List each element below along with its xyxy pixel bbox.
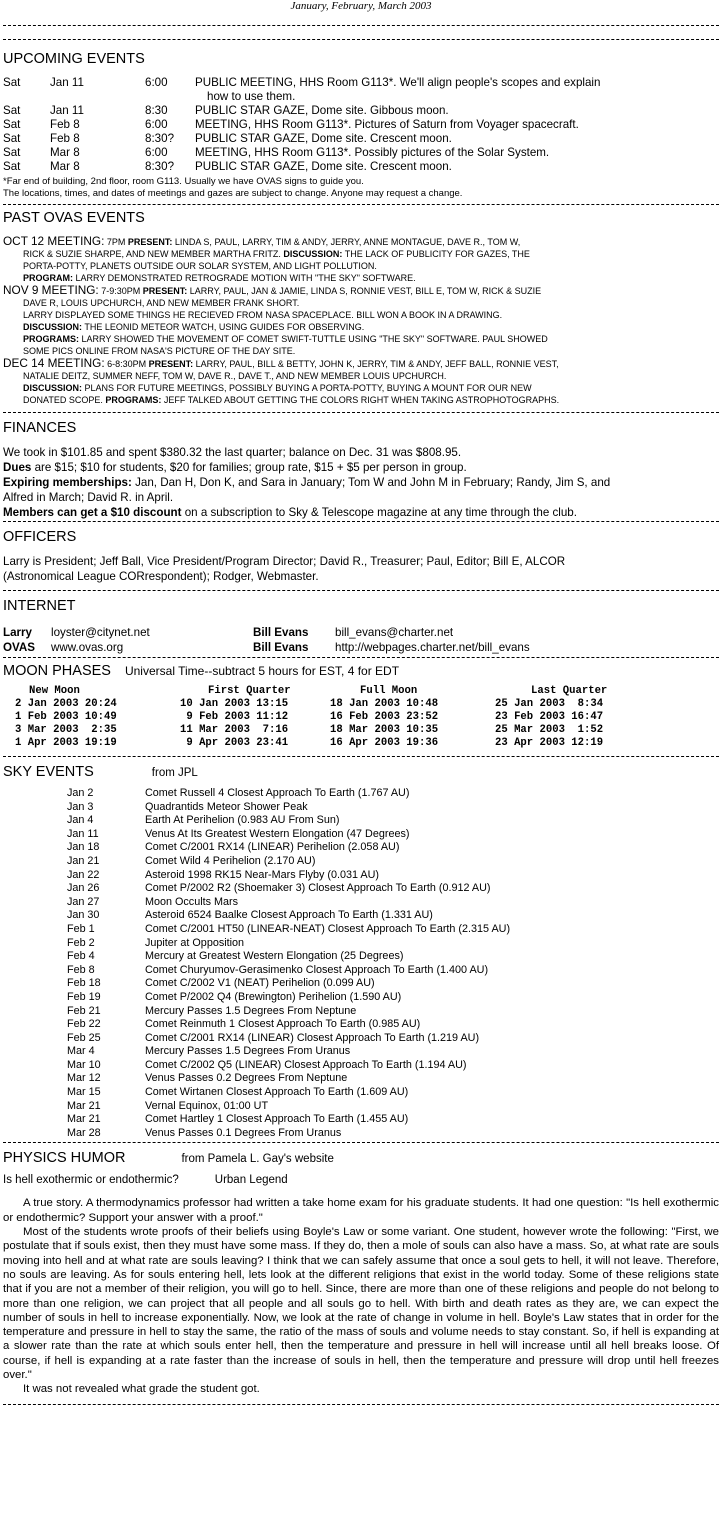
officers-line: Larry is President; Jeff Ball, Vice President/Program Director; David R., Treasurer; Paul, Editor; Bill E, ALCOR bbox=[3, 555, 566, 568]
internet-section bbox=[3, 597, 719, 655]
event-desc: MEETING, HHS Room G113*. Pictures of Saturn from Voyager spacecraft. bbox=[195, 118, 579, 131]
moon-cell: 18 Mar 2003 10:35 bbox=[330, 724, 439, 736]
program-label: PROGRAM: bbox=[23, 273, 73, 283]
finances-body bbox=[3, 445, 719, 520]
humor-paragraph: A true story. A thermodynamics professor had written a take home exam for his graduate students. It had one question: "Is hell exothermic or endothermic? Support your answer with a proof." bbox=[3, 1197, 719, 1224]
sky-event-desc: Comet Wild 4 Perihelion (2.170 AU) bbox=[145, 854, 316, 867]
sky-event-desc: Quadrantids Meteor Shower Peak bbox=[145, 800, 308, 813]
meeting-text: PLANS FOR FUTURE MEETINGS, POSSIBLY BUYING A PORTA-POTTY, BUYING A MOUNT FOR OUR NEW bbox=[82, 383, 532, 393]
sky-event-desc: Comet Reinmuth 1 Closest Approach To Earth (0.985 AU) bbox=[145, 1018, 421, 1031]
finances-line bbox=[3, 505, 719, 520]
meeting-line bbox=[3, 333, 719, 345]
sky-event-desc: Venus Passes 0.2 Degrees From Neptune bbox=[145, 1072, 348, 1085]
sky-event-desc: Comet C/2002 Q5 (LINEAR) Closest Approach To Earth (1.194 AU) bbox=[145, 1058, 467, 1071]
discount-text: on a subscription to Sky & Telescope magazine at any time through the club. bbox=[181, 506, 577, 519]
moon-cell: 16 Feb 2003 23:52 bbox=[330, 711, 439, 723]
program-label: PROGRAMS: bbox=[105, 395, 162, 405]
sky-event-indent bbox=[3, 828, 67, 842]
section-title: FINANCES bbox=[3, 420, 77, 436]
sky-events-list bbox=[3, 787, 719, 1140]
past-events-body bbox=[3, 235, 719, 406]
finances-line: Alfred in March; David R. in April. bbox=[3, 491, 174, 504]
venue-note: *Far end of building, 2nd floor, room G113. Usually we have OVAS signs to guide you. bbox=[3, 176, 364, 187]
section-title: INTERNET bbox=[3, 598, 76, 614]
officers-line: (Astronomical League CORrespondent); Rodger, Webmaster. bbox=[3, 570, 319, 583]
expiring-label: Expiring memberships: bbox=[3, 476, 132, 489]
sky-event-indent bbox=[3, 1059, 67, 1073]
sky-event-date: Mar 10 bbox=[67, 1058, 101, 1071]
section-title: PHYSICS HUMOR bbox=[3, 1150, 126, 1167]
sky-event-date: Jan 30 bbox=[67, 909, 100, 922]
sky-event-desc: Comet C/2001 HT50 (LINEAR-NEAT) Closest Approach To Earth (2.315 AU) bbox=[145, 922, 511, 935]
sky-event-desc: Moon Occults Mars bbox=[145, 895, 238, 908]
officers-section bbox=[3, 528, 719, 584]
oct-meeting bbox=[3, 235, 719, 284]
present-label: PRESENT: bbox=[142, 286, 188, 296]
contact-name: Larry bbox=[3, 626, 33, 639]
sky-event-date: Jan 26 bbox=[67, 882, 100, 895]
program-label: PROGRAMS: bbox=[23, 334, 79, 344]
sky-event-date: Jan 27 bbox=[67, 895, 100, 908]
divider bbox=[3, 204, 719, 205]
sky-event-indent bbox=[3, 1113, 67, 1127]
meeting-text: DONATED SCOPE. bbox=[23, 395, 106, 405]
discussion-label: DISCUSSION: bbox=[23, 383, 83, 393]
discussion-label: DISCUSSION: bbox=[23, 322, 83, 332]
meeting-line: NATALIE DEITZ, SUMMER NEFF, TOM W, DAVE R., DAVE T., AND NEW MEMBER LOUIS UPCHURCH. bbox=[23, 371, 447, 381]
internet-table bbox=[3, 625, 719, 655]
moon-cell: 10 Jan 2003 13:15 bbox=[180, 698, 289, 710]
moon-cell: 1 Apr 2003 19:19 bbox=[15, 737, 117, 749]
sky-event-date: Feb 4 bbox=[67, 950, 95, 963]
moon-cell: 3 Mar 2003 2:35 bbox=[15, 724, 117, 736]
moon-cell: 25 Jan 2003 8:34 bbox=[495, 698, 604, 710]
website-link[interactable]: http://webpages.charter.net/bill_evans bbox=[335, 641, 530, 654]
sky-event-date: Feb 1 bbox=[67, 922, 95, 935]
sky-event-indent bbox=[3, 841, 67, 855]
event-row bbox=[3, 146, 719, 160]
humor-tag: Urban Legend bbox=[214, 1174, 288, 1187]
nov-meeting bbox=[3, 284, 719, 357]
sky-event-indent bbox=[3, 923, 67, 937]
event-desc-cont: how to use them. bbox=[207, 90, 296, 103]
sky-event-indent bbox=[3, 1018, 67, 1032]
meeting-text: LARRY, PAUL, JAN & JAMIE, LINDA S, RONNIE VEST, BILL E, TOM W, RICK & SUZIE bbox=[187, 286, 542, 296]
meeting-time: 7-9:30PM bbox=[98, 286, 143, 296]
present-label: PRESENT: bbox=[127, 237, 173, 247]
meeting-line bbox=[3, 248, 719, 260]
section-title: SKY EVENTS bbox=[3, 764, 94, 780]
divider bbox=[3, 590, 719, 591]
meeting-line: SOME PICS ONLINE FROM NASA'S PICTURE OF THE DAY SITE. bbox=[23, 346, 296, 356]
meeting-text: RICK & SUZIE SHARPE, AND NEW MEMBER MARTHA FRITZ. bbox=[23, 249, 284, 259]
humor-paragraph: It was not revealed what grade the student got. bbox=[23, 1383, 260, 1396]
event-day: Sat bbox=[3, 76, 21, 89]
humor-question: Is hell exothermic or endothermic? bbox=[3, 1174, 179, 1187]
sky-event-indent bbox=[3, 1072, 67, 1086]
sky-event-date: Feb 19 bbox=[67, 990, 101, 1003]
divider bbox=[3, 1142, 719, 1143]
sky-event-desc: Venus At Its Greatest Western Elongation (47 Degrees) bbox=[145, 827, 410, 840]
moon-cell: 18 Jan 2003 10:48 bbox=[330, 698, 439, 710]
sky-event-desc: Comet Hartley 1 Closest Approach To Earth (1.455 AU) bbox=[145, 1113, 409, 1126]
sky-event-date: Jan 3 bbox=[67, 800, 94, 813]
meeting-date: OCT 12 MEETING: bbox=[3, 234, 105, 248]
sky-event-date: Feb 21 bbox=[67, 1004, 101, 1017]
meeting-date: NOV 9 MEETING: bbox=[3, 283, 99, 297]
expiring-text: Jan, Dan H, Don K, and Sara in January; Tom W and John M in February; Randy, Jim S, and bbox=[131, 476, 611, 489]
sky-event-date: Feb 18 bbox=[67, 977, 101, 990]
event-desc bbox=[195, 76, 719, 104]
section-subtitle: from JPL bbox=[151, 767, 198, 779]
discount-label: Members can get a $10 discount bbox=[3, 506, 182, 519]
section-subtitle: Universal Time--subtract 5 hours for EST, 4 for EDT bbox=[124, 664, 400, 678]
meeting-time: 7PM bbox=[104, 237, 128, 247]
event-time: 6:00 bbox=[145, 146, 168, 159]
event-row bbox=[3, 118, 719, 132]
moon-cell: 1 Feb 2003 10:49 bbox=[15, 711, 117, 723]
moon-cell: 23 Apr 2003 12:19 bbox=[495, 737, 604, 749]
change-note: The locations, times, and dates of meetings and gazes are subject to change. Anyone may request a change. bbox=[3, 188, 463, 199]
moon-phases-table bbox=[3, 685, 719, 750]
moon-cell: 9 Apr 2003 23:41 bbox=[180, 737, 289, 749]
event-desc: PUBLIC STAR GAZE, Dome site. Crescent moon. bbox=[195, 132, 452, 145]
meeting-line: PORTA-POTTY, PLANETS OUTSIDE OUR SOLAR SYSTEM, AND LIGHT POLLUTION. bbox=[23, 261, 377, 271]
meeting-line bbox=[3, 382, 719, 394]
divider bbox=[3, 25, 719, 26]
contact-email[interactable]: bill_evans@charter.net bbox=[335, 626, 454, 639]
contact-name: Bill Evans bbox=[253, 626, 309, 639]
sky-event-indent bbox=[3, 1100, 67, 1114]
sky-event-indent bbox=[3, 787, 67, 801]
moon-cell: 23 Feb 2003 16:47 bbox=[495, 711, 604, 723]
finances-line bbox=[3, 475, 719, 490]
meeting-text: THE LEONID METEOR WATCH, USING GUIDES FOR OBSERVING. bbox=[82, 322, 365, 332]
sky-event-desc: Comet Russell 4 Closest Approach To Earth (1.767 AU) bbox=[145, 787, 410, 799]
event-desc: MEETING, HHS Room G113*. Possibly pictures of the Solar System. bbox=[195, 146, 550, 159]
sky-event-date: Mar 21 bbox=[67, 1099, 101, 1112]
sky-event-desc: Comet C/2002 V1 (NEAT) Perihelion (0.099 AU) bbox=[145, 977, 375, 990]
sky-event-date: Feb 22 bbox=[67, 1018, 101, 1031]
sky-event-date: Jan 22 bbox=[67, 868, 100, 881]
sky-event-date: Mar 28 bbox=[67, 1126, 101, 1139]
sky-event-indent bbox=[3, 1045, 67, 1059]
divider bbox=[3, 657, 719, 658]
sky-event-indent bbox=[3, 1086, 67, 1100]
sky-event-desc: Comet P/2002 R2 (Shoemaker 3) Closest Approach To Earth (0.912 AU) bbox=[145, 882, 491, 895]
sky-event-date: Jan 21 bbox=[67, 854, 100, 867]
sky-event-desc: Comet P/2002 Q4 (Brewington) Perihelion (1.590 AU) bbox=[145, 990, 402, 1003]
event-date: Jan 11 bbox=[50, 104, 84, 117]
meeting-text: LARRY DEMONSTRATED RETROGRADE MOTION WITH "THE SKY" SOFTWARE. bbox=[73, 273, 416, 283]
section-subtitle: from Pamela L. Gay's website bbox=[181, 1153, 334, 1166]
event-desc: PUBLIC STAR GAZE, Dome site. Crescent moon. bbox=[195, 160, 452, 173]
sky-event-date: Mar 4 bbox=[67, 1045, 95, 1058]
sky-events-section bbox=[3, 763, 719, 1140]
meeting-line bbox=[3, 394, 719, 406]
sky-event-date: Jan 11 bbox=[67, 827, 99, 840]
event-row bbox=[3, 160, 719, 174]
physics-humor-section bbox=[3, 1149, 719, 1396]
moon-cell: 25 Mar 2003 1:52 bbox=[495, 724, 604, 736]
moon-cell: 11 Mar 2003 7:16 bbox=[180, 724, 289, 736]
humor-body bbox=[3, 1196, 719, 1396]
meeting-text: THE LACK OF PUBLICITY FOR GAZES, THE bbox=[342, 249, 530, 259]
meeting-date: DEC 14 MEETING: bbox=[3, 356, 105, 370]
meeting-line bbox=[3, 272, 719, 284]
meeting-line: LARRY DISPLAYED SOME THINGS HE RECIEVED FROM NASA SPACEPLACE. BILL WON A BOOK IN A DRAWING. bbox=[23, 310, 503, 320]
sky-event-indent bbox=[3, 869, 67, 883]
sky-event-indent bbox=[3, 991, 67, 1005]
divider bbox=[3, 1404, 719, 1405]
meeting-time: 6-8:30PM bbox=[104, 359, 149, 369]
sky-event-indent bbox=[3, 937, 67, 951]
section-title: PAST OVAS EVENTS bbox=[3, 210, 145, 226]
event-date: Feb 8 bbox=[50, 132, 80, 145]
column-header: First Quarter bbox=[208, 685, 291, 697]
moon-cell: 2 Jan 2003 20:24 bbox=[15, 698, 117, 710]
column-header: New Moon bbox=[29, 685, 80, 697]
event-day: Sat bbox=[3, 146, 21, 159]
event-day: Sat bbox=[3, 118, 21, 131]
divider bbox=[3, 756, 719, 757]
contact-name: OVAS bbox=[3, 641, 35, 654]
moon-phases-section bbox=[3, 662, 719, 750]
event-desc-text: PUBLIC MEETING, HHS Room G113*. We'll align people's scopes and explain bbox=[195, 76, 601, 89]
contact-name: Bill Evans bbox=[253, 641, 309, 654]
sky-event-indent bbox=[3, 855, 67, 869]
divider bbox=[3, 412, 719, 413]
event-time: 6:00 bbox=[145, 76, 168, 89]
sky-event-date: Feb 25 bbox=[67, 1031, 101, 1044]
sky-event-desc: Comet Wirtanen Closest Approach To Earth (1.609 AU) bbox=[145, 1086, 409, 1099]
finances-line: We took in $101.85 and spent $380.32 the last quarter; balance on Dec. 31 was $808.95. bbox=[3, 446, 462, 459]
event-time: 8:30 bbox=[145, 104, 168, 117]
section-title: MOON PHASES bbox=[3, 663, 111, 679]
event-time: 8:30? bbox=[145, 160, 175, 173]
humor-question-line bbox=[3, 1173, 719, 1187]
sky-event-indent bbox=[3, 964, 67, 978]
dues-label: Dues bbox=[3, 461, 32, 474]
sky-event-desc: Asteroid 6524 Baalke Closest Approach To Earth (1.331 AU) bbox=[145, 909, 433, 922]
contact-email[interactable]: loyster@citynet.net bbox=[51, 626, 150, 639]
upcoming-events-section bbox=[3, 50, 719, 200]
sky-event-date: Feb 2 bbox=[67, 936, 95, 949]
present-label: PRESENT: bbox=[148, 359, 194, 369]
sky-event-desc: Jupiter at Opposition bbox=[145, 936, 245, 949]
sky-event-indent bbox=[3, 950, 67, 964]
meeting-line: DAVE R, LOUIS UPCHURCH, AND NEW MEMBER FRANK SHORT. bbox=[23, 298, 300, 308]
sky-event-indent bbox=[3, 1005, 67, 1019]
dues-text: are $15; $10 for students, $20 for families; group rate, $15 + $5 per person in group. bbox=[31, 461, 467, 474]
sky-event-desc: Earth At Perihelion (0.983 AU From Sun) bbox=[145, 814, 340, 827]
dec-meeting bbox=[3, 357, 719, 406]
sky-event-date: Mar 21 bbox=[67, 1113, 101, 1126]
newsletter-page bbox=[3, 0, 719, 1405]
finances-section bbox=[3, 419, 719, 520]
event-desc: PUBLIC STAR GAZE, Dome site. Gibbous moon. bbox=[195, 104, 449, 117]
event-time: 6:00 bbox=[145, 118, 168, 131]
sky-event-desc: Vernal Equinox, 01:00 UT bbox=[145, 1099, 269, 1112]
humor-paragraph: Most of the students wrote proofs of their beliefs using Boyle's Law or some variant. One student, however wrote the following: "First, we postulate that if souls exist, then they must have some mass. If they do, then a mole of souls can also have a mass. So, at what rate are souls moving into hell and at what rate are souls leaving? I think that we can safely assume that once a soul gets to hell, it will not leave. Therefore, no souls are leaving. As for souls entering hell, lets look at the different religions that exist in the world today. Some of these religions state that if you are not a member of their religion, you will go to hell. Since, there are more than one of these religions and people do not belong to more than one religion, we can project that all people and all souls go to hell. With birth and death rates as they are, we can expect the number of souls in hell to increase exponentially. Now, we look at the rate of change in volume in hell. Boyle's Law states that in order for the temperature and pressure in hell to stay the same, the ratio of the mass of souls and volume needs to stay constant. So, if hell is expanding at a slower rate than the rate at which souls enter hell, then the temperature and pressure in hell will increase until all hell breaks loose. Of course, if hell is expanding at a rate faster than the increase of souls in hell, then the temperature and pressure will drop until hell freezes over." bbox=[3, 1226, 719, 1381]
meeting-text: LARRY SHOWED THE MOVEMENT OF COMET SWIFT-TUTTLE USING "THE SKY" SOFTWARE. PAUL SHOWED bbox=[79, 334, 548, 344]
website-link[interactable]: www.ovas.org bbox=[51, 641, 124, 654]
finances-line bbox=[3, 460, 719, 475]
sky-event-desc: Mercury at Greatest Western Elongation (25 Degrees) bbox=[145, 950, 404, 963]
section-title: OFFICERS bbox=[3, 529, 77, 545]
event-day: Sat bbox=[3, 160, 21, 173]
event-row bbox=[3, 132, 719, 146]
divider bbox=[3, 521, 719, 522]
column-header: Last Quarter bbox=[531, 685, 608, 697]
moon-cell: 9 Feb 2003 11:12 bbox=[180, 711, 289, 723]
meeting-line bbox=[3, 321, 719, 333]
sky-event-indent bbox=[3, 801, 67, 815]
officers-body bbox=[3, 554, 719, 584]
event-row bbox=[3, 76, 719, 104]
sky-event-date: Jan 18 bbox=[67, 841, 100, 854]
issue-dates: January, February, March 2003 bbox=[290, 0, 432, 12]
sky-event-desc: Mercury Passes 1.5 Degrees From Uranus bbox=[145, 1045, 351, 1058]
sky-event-desc: Venus Passes 0.1 Degrees From Uranus bbox=[145, 1126, 342, 1139]
discussion-label: DISCUSSION: bbox=[283, 249, 343, 259]
event-row bbox=[3, 104, 719, 118]
event-date: Jan 11 bbox=[50, 76, 84, 89]
sky-event-indent bbox=[3, 977, 67, 991]
sky-event-desc: Asteroid 1998 RK15 Near-Mars Flyby (0.031 AU) bbox=[145, 868, 380, 881]
sky-event-desc: Mercury Passes 1.5 Degrees From Neptune bbox=[145, 1004, 357, 1017]
sky-event-desc: Comet Churyumov-Gerasimenko Closest Approach To Earth (1.400 AU) bbox=[145, 963, 489, 976]
event-date: Mar 8 bbox=[50, 160, 80, 173]
sky-event-indent bbox=[3, 1127, 67, 1141]
divider bbox=[3, 39, 719, 40]
sky-event-date: Jan 2 bbox=[67, 787, 94, 799]
sky-event-desc: Comet C/2001 RX14 (LINEAR) Closest Approach To Earth (1.219 AU) bbox=[145, 1031, 480, 1044]
event-date: Mar 8 bbox=[50, 146, 80, 159]
sky-event-indent bbox=[3, 814, 67, 828]
column-header: Full Moon bbox=[360, 685, 418, 697]
event-date: Feb 8 bbox=[50, 118, 80, 131]
past-events-section bbox=[3, 209, 719, 406]
event-day: Sat bbox=[3, 132, 21, 145]
meeting-text: LINDA S, PAUL, LARRY, TIM & ANDY, JERRY, ANNE MONTAGUE, DAVE R., TOM W, bbox=[172, 237, 521, 247]
sky-event-indent bbox=[3, 882, 67, 896]
moon-cell: 16 Apr 2003 19:36 bbox=[330, 737, 439, 749]
events-table bbox=[3, 76, 719, 174]
meeting-text: LARRY, PAUL, BILL & BETTY, JOHN K, JERRY, TIM & ANDY, JEFF BALL, RONNIE VEST, bbox=[193, 359, 559, 369]
sky-event-indent bbox=[3, 896, 67, 910]
sky-event-desc: Comet C/2001 RX14 (LINEAR) Perihelion (2.058 AU) bbox=[145, 841, 400, 854]
sky-event-date: Mar 12 bbox=[67, 1072, 101, 1085]
event-time: 8:30? bbox=[145, 132, 175, 145]
meeting-text: JEFF TALKED ABOUT GETTING THE COLORS RIGHT WHEN TAKING ASTROPHOTOGRAPHS. bbox=[161, 395, 560, 405]
sky-event-indent bbox=[3, 909, 67, 923]
sky-event-date: Jan 4 bbox=[67, 814, 94, 827]
sky-event-date: Feb 8 bbox=[67, 963, 95, 976]
sky-event-date: Mar 15 bbox=[67, 1086, 101, 1099]
event-day: Sat bbox=[3, 104, 21, 117]
section-title: UPCOMING EVENTS bbox=[3, 51, 145, 67]
sky-event-indent bbox=[3, 1032, 67, 1046]
